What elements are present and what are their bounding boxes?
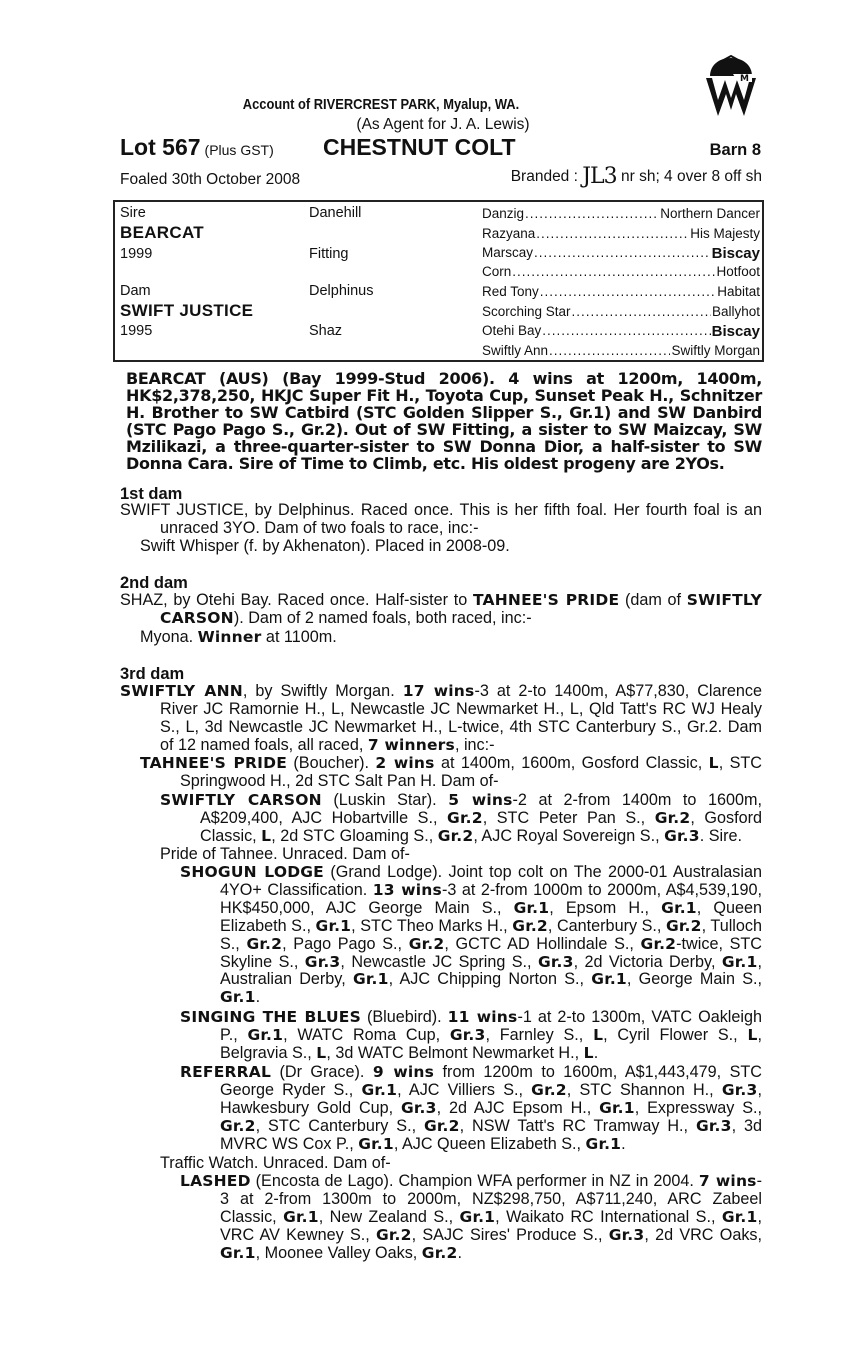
grandparent-row: Scorching Star ..... Ballyhot bbox=[482, 304, 760, 319]
list-item: SINGING THE BLUES (Bluebird). 11 wins-1 at 2-to 1300m, VATC Oakleigh P., Gr.1, WATC Roma Cup, Gr.3, Farnley S., L, Cyril Flower S., L, Belgravia S., L, 3d WATC Belmont Newmarket H., L. bbox=[180, 1008, 763, 1062]
first-dam-text: SWIFT JUSTICE, by Delphinus. Raced once. This is her fifth foal. Her fourth foal is an unraced 3YO. Dam of two foals to race, inc:- bbox=[120, 501, 762, 537]
second-dam-foal: Myona. Winner at 1100m. bbox=[140, 628, 337, 646]
branded-info: Branded : JL3 nr sh; 4 over 8 off sh bbox=[510, 164, 762, 189]
list-item: REFERRAL (Dr Grace). 9 wins from 1200m to 1600m, A$1,443,479, STC George Ryder S., Gr.1, AJC Villiers S., Gr.2, STC Shannon H., Gr.3, Hawkesbury Gold Cup, Gr.3, 2d AJC Epsom H., Gr.1, Expressway S., Gr.2, STC Canterbury S., Gr.2, NSW Tatt's RC Tramway H., Gr.3, 3d MVRC WS Cox P., Gr.1, AJC Queen Elizabeth S., Gr.1. bbox=[180, 1063, 762, 1153]
sire-label: Sire bbox=[120, 205, 146, 221]
list-item: SHOGUN LODGE (Grand Lodge). Joint top colt on The 2000-01 Australasian 4YO+ Classification. 13 wins-3 at 2-from 1000m to 2000m, A$4,539,190, HK$450,000, AJC George Main S., Gr.1, Epsom H., Gr.1, Queen Elizabeth S., Gr.1, STC Theo Marks H., Gr.2, Canterbury S., Gr.2, Tulloch S., Gr.2, Pago Pago S., Gr.2, GCTC AD Hollindale S., Gr.2-twice, STC Skyline S., Gr.3, Newcastle JC Spring S., Gr.3, 2d Victoria Derby, Gr.1, Australian Derby, Gr.1, AJC Chipping Norton S., Gr.1, George Main S., Gr.1. bbox=[180, 863, 762, 1007]
svg-text:M: M bbox=[740, 74, 749, 84]
grandparent-row: Marscay ..... Biscay bbox=[482, 245, 760, 262]
grandparent-row: Red Tony ..... Habitat bbox=[482, 284, 760, 299]
sire-name: BEARCAT bbox=[120, 223, 204, 242]
foaled-date: Foaled 30th October 2008 bbox=[120, 171, 301, 188]
grandparent-row: Danzig ..... Northern Dancer bbox=[482, 206, 760, 221]
grandparent-row: Corn ..... Hotfoot bbox=[482, 264, 760, 279]
sire-year: 1999 bbox=[120, 246, 153, 262]
horse-description: CHESTNUT COLT bbox=[323, 134, 516, 160]
grandparent-row: Razyana ..... His Majesty bbox=[482, 226, 760, 241]
sire-dam: Fitting bbox=[309, 246, 349, 262]
dam-name: SWIFT JUSTICE bbox=[120, 301, 254, 320]
dam-label: Dam bbox=[120, 283, 151, 299]
second-dam-heading: 2nd dam bbox=[120, 574, 188, 592]
grandparent-row: Swiftly Ann ..... Swiftly Morgan bbox=[482, 343, 760, 358]
third-dam-text: SWIFTLY ANN, by Swiftly Morgan. 17 wins-3 at 2-to 1400m, A$77,830, Clarence River JC Ramornie H., L, Newcastle JC Newmarket H., L, Qld Tatt's RC WJ Healy S., L, 3d Newcastle JC Newmarket H., L-twice, 4th STC Canterbury S., Gr.2. Dam of 12 named foals, all raced, 7 winners, inc:- bbox=[120, 682, 762, 754]
list-item: Pride of Tahnee. Unraced. Dam of- bbox=[160, 845, 410, 863]
first-dam-foal: Swift Whisper (f. by Akhenaton). Placed in 2008-09. bbox=[140, 537, 510, 555]
vendor-line: Account of RIVERCREST PARK, Myalup, WA. bbox=[242, 96, 520, 113]
list-item: Traffic Watch. Unraced. Dam of- bbox=[160, 1154, 391, 1172]
first-dam-heading: 1st dam bbox=[120, 485, 183, 503]
list-item: LASHED (Encosta de Lago). Champion WFA performer in NZ in 2004. 7 wins-3 at 2-from 1300m to 2000m, NZ$298,750, A$711,240, ARC Zabeel Classic, Gr.1, New Zealand S., Gr.1, Waikato RC International S., Gr.1, VRC AV Kewney S., Gr.2, SAJC Sires' Produce S., Gr.3, 2d VRC Oaks, Gr.1, Moonee Valley Oaks, Gr.2. bbox=[180, 1172, 763, 1262]
agent-line: (As Agent for J. A. Lewis) bbox=[356, 116, 530, 133]
sire-sire: Danehill bbox=[309, 205, 362, 221]
dam-sire: Delphinus bbox=[309, 283, 374, 299]
sale-logo-icon bbox=[700, 54, 762, 120]
barn-number: Barn 8 bbox=[709, 141, 761, 159]
list-item: SWIFTLY CARSON (Luskin Star). 5 wins-2 at 2-from 1400m to 1600m, A$209,400, AJC Hobartville S., Gr.2, STC Peter Pan S., Gr.2, Gosford Classic, L, 2d STC Gloaming S., Gr.2, AJC Royal Sovereign S., Gr.3. Sire. bbox=[160, 791, 762, 845]
gst-note: (Plus GST) bbox=[204, 142, 274, 158]
list-item: TAHNEE'S PRIDE (Boucher). 2 wins at 1400m, 1600m, Gosford Classic, L, STC Springwood H., 2d STC Salt Pan H. Dam of- bbox=[140, 754, 762, 790]
brand-mark: JL3 bbox=[582, 164, 617, 189]
dam-dam: Shaz bbox=[309, 323, 343, 339]
sire-summary: BEARCAT (AUS) (Bay 1999-Stud 2006). 4 wins at 1200m, 1400m, HK$2,378,250, HKJC Super Fit H., Toyota Cup, Sunset Peak H., Schnitzer H. Brother to SW Catbird (STC Golden Slipper S., Gr.1) and SW Danbird (STC Pago Pago S., Gr.2). Out of SW Fitting, a sister to SW Maizcay, SW Mzilikazi, a three-quarter-sister to SW Donna Dior, a half-sister to SW Donna Cara. Sire of Time to Climb, etc. His oldest progeny are 2YOs. bbox=[126, 369, 762, 473]
second-dam-text: SHAZ, by Otehi Bay. Raced once. Half-sister to TAHNEE'S PRIDE (dam of SWIFTLY CARSON). Dam of 2 named foals, both raced, inc:- bbox=[120, 591, 763, 627]
third-dam-heading: 3rd dam bbox=[120, 665, 185, 683]
lot-number: Lot 567 (Plus GST) bbox=[120, 134, 274, 160]
pedigree-table bbox=[113, 200, 764, 362]
grandparent-row: Otehi Bay ..... Biscay bbox=[482, 323, 760, 340]
dam-year: 1995 bbox=[120, 323, 153, 339]
